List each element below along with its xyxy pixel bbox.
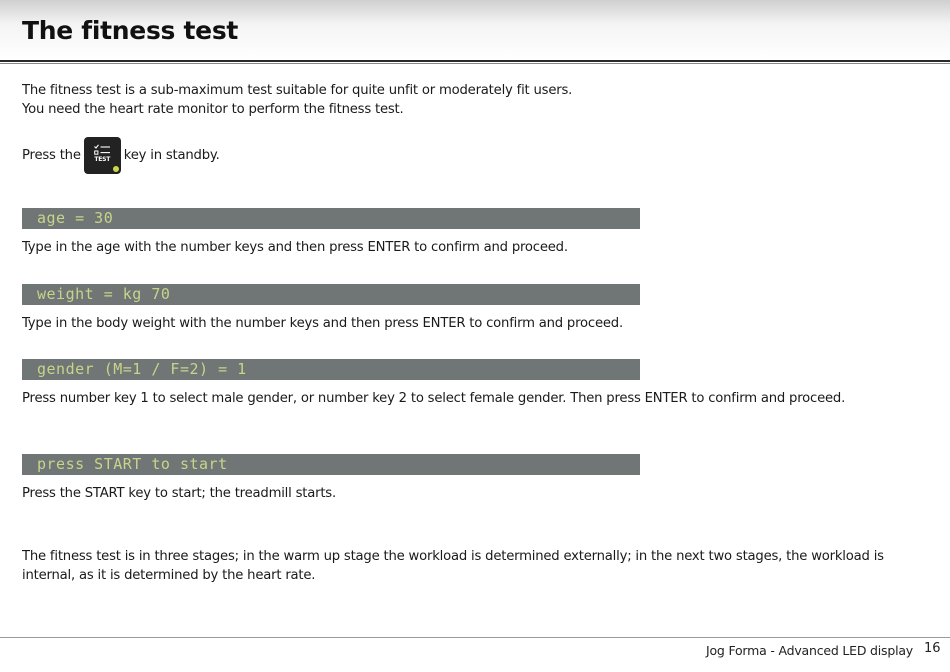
footer-divider [0,637,950,638]
step-text-start: Press the START key to start; the treadmill starts. [22,486,336,501]
test-list-icon [94,144,111,156]
page-title: The fitness test [22,16,239,45]
header-divider [0,60,950,62]
page-number: 16 [924,641,941,656]
test-key-label: TEST [94,155,111,163]
step-text-weight: Type in the body weight with the number keys and then press ENTER to confirm and proceed. [22,316,623,331]
test-key-indicator [113,166,119,172]
lcd-display-start: press START to start [22,454,640,475]
step-text-gender: Press number key 1 to select male gender, or number key 2 to select female gender. Then press ENTER to confirm and proceed. [22,391,846,406]
test-key-icon [84,137,121,174]
lcd-display-weight: weight = kg 70 [22,284,640,305]
lcd-display-age: age = 30 [22,208,640,229]
header-divider-thin [0,63,950,64]
press-key-before: Press the [22,147,81,163]
intro-line-2: You need the heart rate monitor to perform the fitness test. [22,102,404,117]
press-key-instruction [22,136,220,174]
footer-doc-title: Jog Forma - Advanced LED display [706,643,914,658]
press-key-after: key in standby. [123,147,220,163]
intro-line-1: The fitness test is a sub-maximum test suitable for quite unfit or moderately fit users. [22,83,573,98]
step-text-age: Type in the age with the number keys and then press ENTER to confirm and proceed. [22,240,568,255]
lcd-display-gender: gender (M=1 / F=2) = 1 [22,359,640,380]
stages-paragraph: The fitness test is in three stages; in the warm up stage the workload is determined externally; in the next two stages, the workload is internal, as it is determined by the heart rate. [22,549,884,583]
